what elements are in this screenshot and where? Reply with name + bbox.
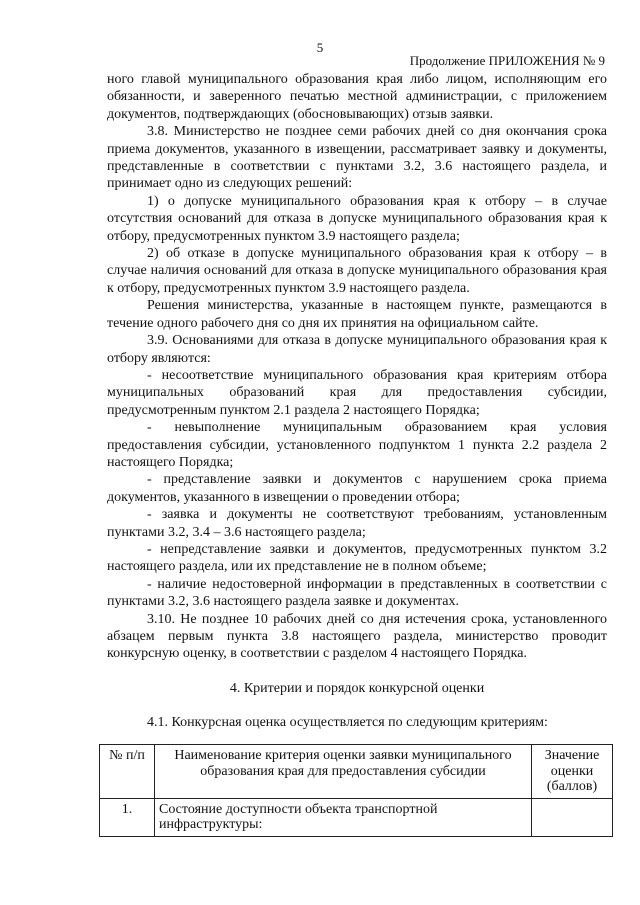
page-number: 5 xyxy=(316,40,324,55)
paragraph: - невыполнение муниципальным образованием края условия предоставления субсидии, установленного подпунктом 1 пункта 2.2 раздела 2 настоящего Порядка; xyxy=(107,420,607,470)
paragraph: - заявка и документы не соответствуют требованиям, установленным пунктами 3.2, 3.4 – 3.6 настоящего раздела; xyxy=(107,507,607,540)
continuation-header: Продолжение ПРИЛОЖЕНИЯ № 9 xyxy=(409,53,605,68)
paragraph: - непредставление заявки и документов, предусмотренных пунктом 3.2 настоящего раздела, или их представление не в полном объеме; xyxy=(107,541,607,575)
paragraph: 1) о допуске муниципального образования края к отбору – в случае отсутствия оснований для отказа в допуске муниципального образования края к отбору, предусмотренных пунктом 3.9 настоящего раздела; xyxy=(107,193,607,244)
paragraph: 3.8. Министерство не позднее семи рабочих дней со дня окончания срока приема документов, указанного в извещении, рассматривает заявку и документы, представленные в соответствии с пунктами 3.2, 3.6 настоящего раздела, и принимает одно из следующих решений: xyxy=(107,124,607,192)
column-header-criterion: Наименование критерия оценки заявки муниципального образования края для предоставления субсидии xyxy=(155,745,532,799)
table-header-row xyxy=(100,745,613,799)
paragraph: - несоответствие муниципального образования края критериям отбора муниципальных образований края для предоставления субсидии, предусмотренным пунктом 2.1 раздела 2 настоящего Порядка; xyxy=(107,367,607,418)
section-heading: 4. Критерии и порядок конкурсной оценки xyxy=(229,680,485,696)
paragraph: - представление заявки и документов с нарушением срока приема документов, указанного в извещении о проведении отбора; xyxy=(107,472,607,505)
paragraph: ного главой муниципального образования края либо лицом, исполняющим его обязанности, и заверенного печатью местной администрации, с приложением документов, подтверждающих (обосновывающих) отзыв заявки. xyxy=(107,72,607,122)
column-header-number: № п/п xyxy=(100,745,155,799)
paragraph: 2) об отказе в допуске муниципального образования края к отбору – в случае наличия оснований для отказа в допуске муниципального образования края к отбору, предусмотренных пунктом 3.9 настоящего раздела. xyxy=(107,246,607,296)
row-number: 1. xyxy=(100,798,155,836)
document-body xyxy=(107,71,607,732)
criteria-table xyxy=(99,744,613,837)
column-header-score: Значение оценки (баллов) xyxy=(532,745,613,799)
section-intro: 4.1. Конкурсная оценка осуществляется по следующим критериям: xyxy=(147,715,548,731)
table-row xyxy=(100,798,613,836)
paragraph: 3.10. Не позднее 10 рабочих дней со дня истечения срока, установленного абзацем первым пункта 3.8 настоящего раздела, министерство проводит конкурсную оценку, в соответствии с разделом 4 настоящего Порядка. xyxy=(107,611,607,662)
paragraph: 3.9. Основаниями для отказа в допуске муниципального образования края к отбору являются: xyxy=(107,333,607,366)
row-criterion: Состояние доступности объекта транспортной инфраструктуры: xyxy=(155,798,532,836)
paragraph: Решения министерства, указанные в настоящем пункте, размещаются в течение одного рабочего дня со дня их принятия на официальном сайте. xyxy=(107,298,607,331)
paragraph: - наличие недостоверной информации в представленных в соответствии с пунктами 3.2, 3.6 настоящего раздела заявке и документах. xyxy=(107,576,607,610)
row-score xyxy=(532,798,613,836)
